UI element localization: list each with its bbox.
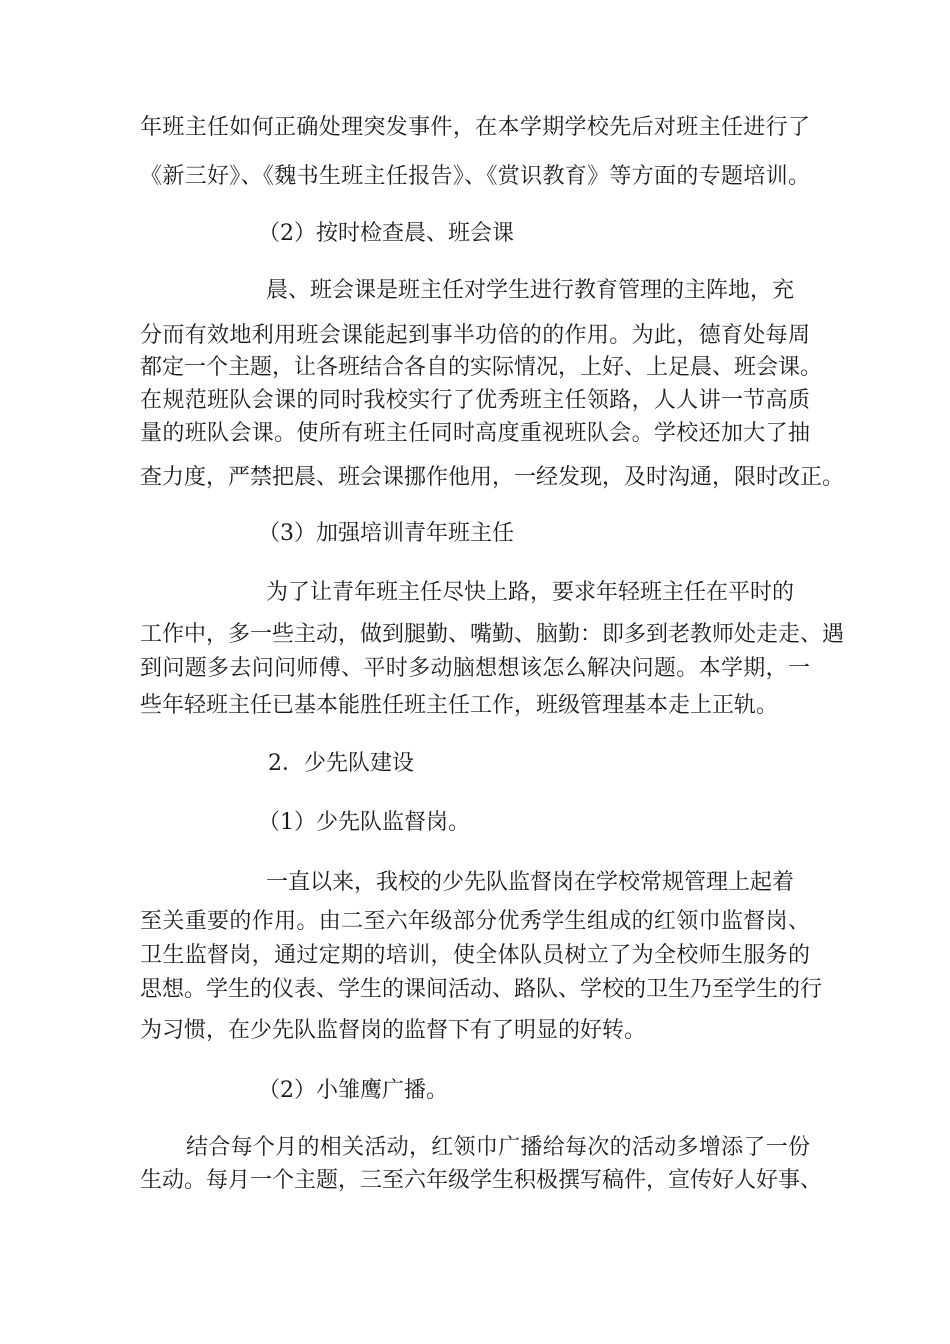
paragraph-line: 生动。每月一个主题，三至六年级学生积极撰写稿件，宣传好人好事、 (140, 1168, 823, 1193)
paragraph-line: 《新三好》、《魏书生班主任报告》、《赏识教育》等方面的专题培训。 (140, 164, 810, 189)
section-heading: （3）加强培训青年班主任 (258, 521, 514, 546)
paragraph-line: 分而有效地利用班会课能起到事半功倍的的作用。为此，德育处每周 (140, 323, 810, 348)
paragraph-line: 查力度，严禁把晨、班会课挪作他用，一经发现，及时沟通，限时改正。 (140, 465, 845, 490)
paragraph-line: 为习惯，在少先队监督岗的监督下有了明显的好转。 (140, 1018, 647, 1043)
paragraph-line: 年班主任如何正确处理突发事件，在本学期学校先后对班主任进行了 (140, 115, 810, 140)
paragraph-line: 在规范班队会课的同时我校实行了优秀班主任领路，人人讲一节高质 (140, 388, 810, 413)
paragraph-line: 到问题多去问问师傅、平时多动脑想想该怎么解决问题。本学期，一 (140, 656, 810, 681)
paragraph-line: 晨、班会课是班主任对学生进行教育管理的主阵地，充 (266, 278, 795, 303)
paragraph-line: 工作中，多一些主动，做到腿勤、嘴勤、脑勤：即多到老教师处走走、遇 (140, 622, 845, 647)
section-heading: （1）少先队监督岗。 (258, 810, 470, 835)
paragraph-line: 结合每个月的相关活动，红领巾广播给每次的活动多增添了一份 (186, 1135, 810, 1160)
paragraph-line: 量的班队会课。使所有班主任同时高度重视班队会。学校还加大了抽 (140, 421, 810, 446)
section-heading: （2）小雏鹰广播。 (258, 1078, 448, 1103)
section-heading: （2）按时检查晨、班会课 (258, 221, 514, 246)
paragraph-line: 为了让青年班主任尽快上路，要求年轻班主任在平时的 (266, 580, 795, 605)
paragraph-line: 些年轻班主任已基本能胜任班主任工作，班级管理基本走上正轨。 (140, 693, 779, 718)
section-heading: 2．少先队建设 (268, 751, 414, 776)
paragraph-line: 都定一个主题，让各班结合各自的实际情况，上好、上足晨、班会课。 (140, 355, 823, 380)
paragraph-line: 至关重要的作用。由二至六年级部分优秀学生组成的红领巾监督岗、 (140, 909, 810, 934)
paragraph-line: 卫生监督岗，通过定期的培训，使全体队员树立了为全校师生服务的 (140, 943, 810, 968)
paragraph-line: 思想。学生的仪表、学生的课间活动、路队、学校的卫生乃至学生的行 (140, 977, 823, 1002)
paragraph-line: 一直以来，我校的少先队监督岗在学校常规管理上起着 (266, 870, 795, 895)
